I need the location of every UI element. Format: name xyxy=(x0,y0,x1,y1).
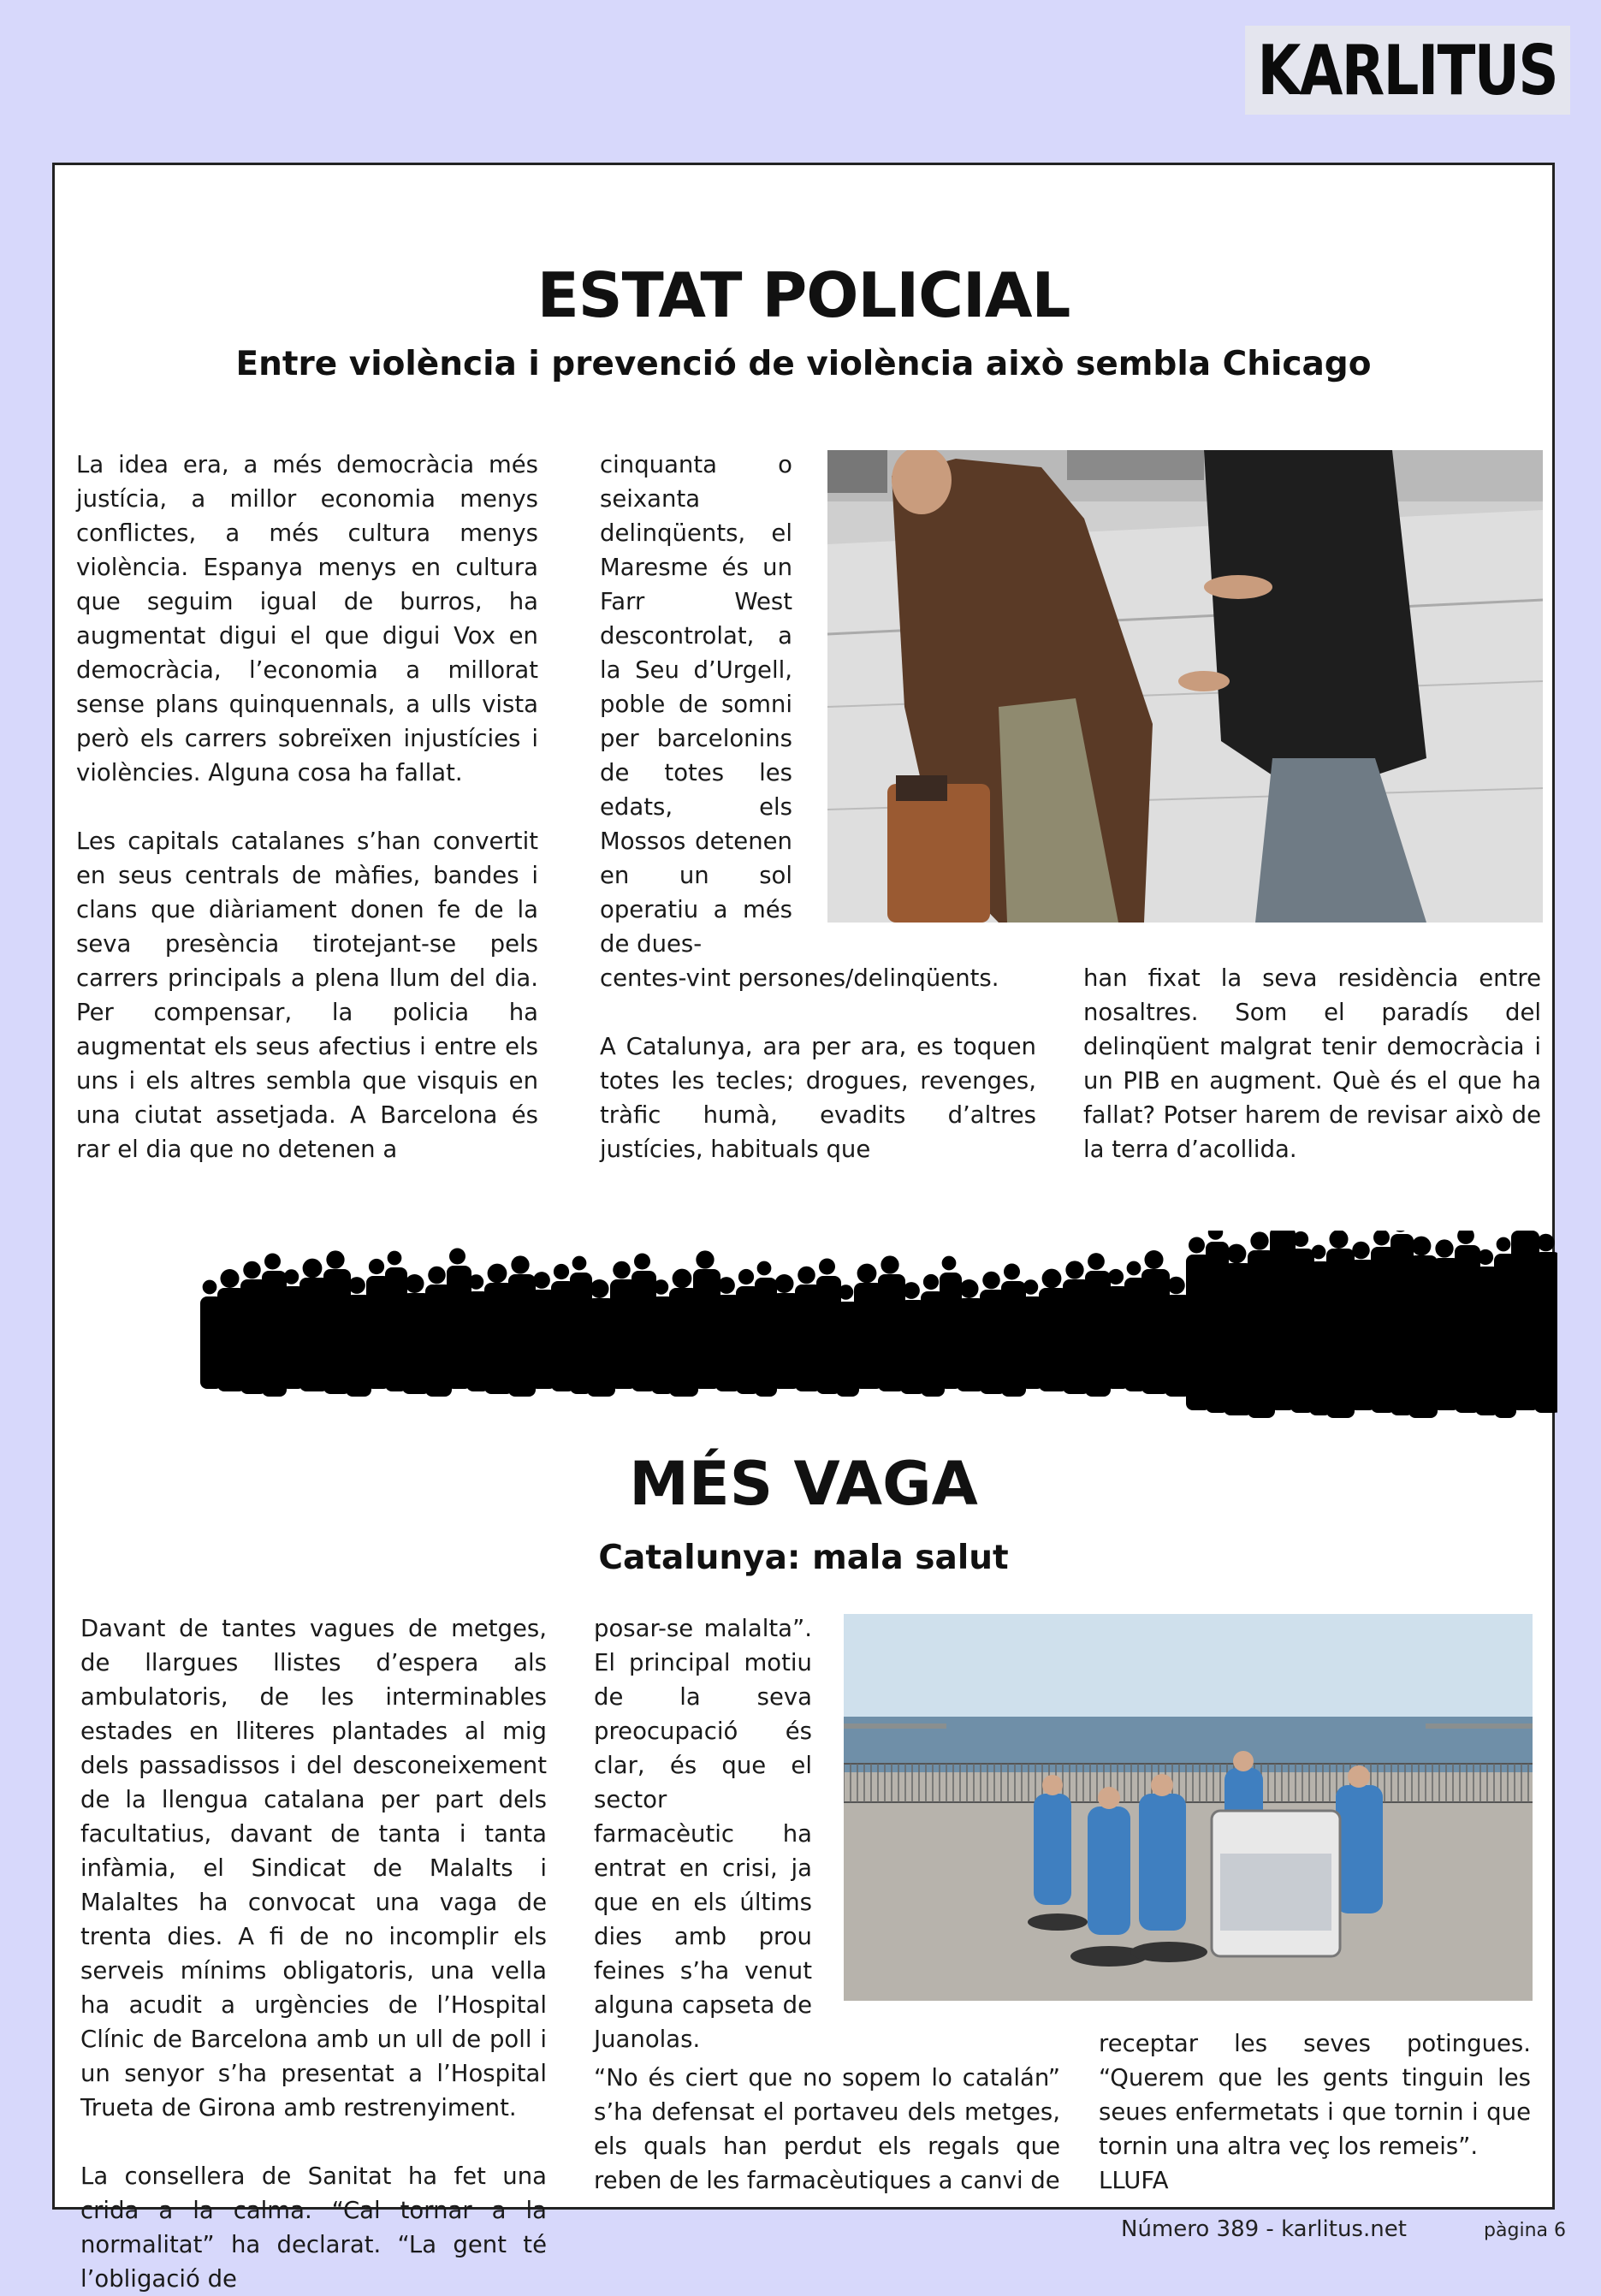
article2-column3 xyxy=(1099,2026,1531,2198)
article2-photo xyxy=(844,1614,1533,2001)
article2-paragraph: La consellera de Sanitat ha fet una crida a la calma. “Cal tornar a la normalitat” ha declarat. “La gent té l’obligació de xyxy=(80,2159,547,2296)
article1-column2-top xyxy=(600,448,792,961)
article1-subtitle: Entre violència i prevenció de violència això sembla Chicago xyxy=(55,345,1552,383)
article1-paragraph: A Catalunya, ara per ara, es toquen totes les tecles; drogues, revenges, tràfic humà, evadits d’altres justícies, habituals que xyxy=(600,1029,1036,1166)
article2-column1 xyxy=(80,1611,547,2296)
article2-column2-top xyxy=(594,1611,812,2056)
article1-paragraph: han fixat la seva residència entre nosaltres. Som el paradís del delinqüent malgrat tenir democràcia i un PIB en augment. Què és el que ha fallat? Potser harem de revisar això de la terra d’acollida. xyxy=(1083,961,1541,1166)
article1-column1 xyxy=(76,448,538,1166)
article2-title: MÉS VAGA xyxy=(55,1449,1552,1519)
footer xyxy=(1121,2216,1566,2251)
masthead-logo xyxy=(1245,26,1570,115)
article1-paragraph: La idea era, a més democràcia més justícia, a millor economia menys conflictes, a més cultura menys violència. Espanya menys en cultura que seguim igual de burros, ha augmentat digui el que digui Vox en democràcia, l’economia a millorat sense plans quinquennals, a ulls vista però els carrers sobreïxen injustícies i violències. Alguna cosa ha fallat. xyxy=(76,448,538,790)
article1-column3 xyxy=(1083,961,1541,1166)
article2-column2-bottom xyxy=(594,2061,1060,2198)
article1-photo xyxy=(827,450,1543,923)
page-frame xyxy=(52,163,1555,2210)
article2-signature: LLUFA xyxy=(1099,2163,1531,2198)
article1-title: ESTAT POLICIAL xyxy=(55,259,1552,331)
article1-paragraph: centes-vint persones/delinqüents. xyxy=(600,961,1036,995)
article2-paragraph: Davant de tantes vagues de metges, de llargues llistes d’espera als ambulatoris, de les interminables estades en lliteres plantades al mig dels passadissos i del desconeixement de la llengua catalana per part dels facultatius, davant de tanta i tanta infàmia, el Sindicat de Malalts i Malaltes ha convocat una vaga de trenta dies. A fi de no incomplir els serveis mínims obligatoris, una vella ha acudit a urgències de l’Hospital Clínic de Barcelona amb un ull de poll i un senyor s’ha presentat a l’Hospital Trueta de Girona amb restrenyiment. xyxy=(80,1611,547,2125)
article2-paragraph: posar-se malalta”. El principal motiu de la seva preocupació és clar, és que el sector farmacèutic ha entrat en crisi, ja que en els últims dies amb prou feines s’ha venut alguna capseta de Juanolas. xyxy=(594,1611,812,2056)
masthead-title: KARLITUS xyxy=(1258,31,1557,110)
article1-paragraph: cinquanta o seixanta delinqüents, el Maresme és un Farr West descontrolat, a la Seu d’Urgell, poble de somni per barcelonins de totes les edats, els Mossos detenen en un sol operatiu a més de dues- xyxy=(600,448,792,961)
article2-paragraph: “No és ciert que no sopem lo catalán” s’ha defensat el portaveu dels metges, els quals han perdut els regals que reben de les farmacèutiques a canvi de xyxy=(594,2061,1060,2198)
page-number: pàgina 6 xyxy=(1484,2220,1566,2241)
street-photo-image xyxy=(827,450,1543,923)
beach-hospital-photo-image xyxy=(844,1614,1533,2001)
crowd-silhouette-image xyxy=(200,1231,1557,1445)
article1-column2-bottom xyxy=(600,961,1036,1166)
article2-paragraph: receptar les seves potingues. “Querem que les gents tinguin les seues enfermetats i que tornin i que tornin una altra veç los remeis”. xyxy=(1099,2026,1531,2163)
issue-number: Número 389 - karlitus.net xyxy=(1121,2216,1407,2242)
article2-subtitle: Catalunya: mala salut xyxy=(55,1539,1552,1577)
article1-paragraph: Les capitals catalanes s’han convertit en seus centrals de màfies, bandes i clans que diàriament donen fe de la seva presència tirotejant-se pels carrers principals a plena llum del dia. Per compensar, la policia ha augmentat els seus afectius i entre els uns i els altres sembla que visquis en una ciutat assetjada. A Barcelona és rar el dia que no detenen a xyxy=(76,824,538,1166)
